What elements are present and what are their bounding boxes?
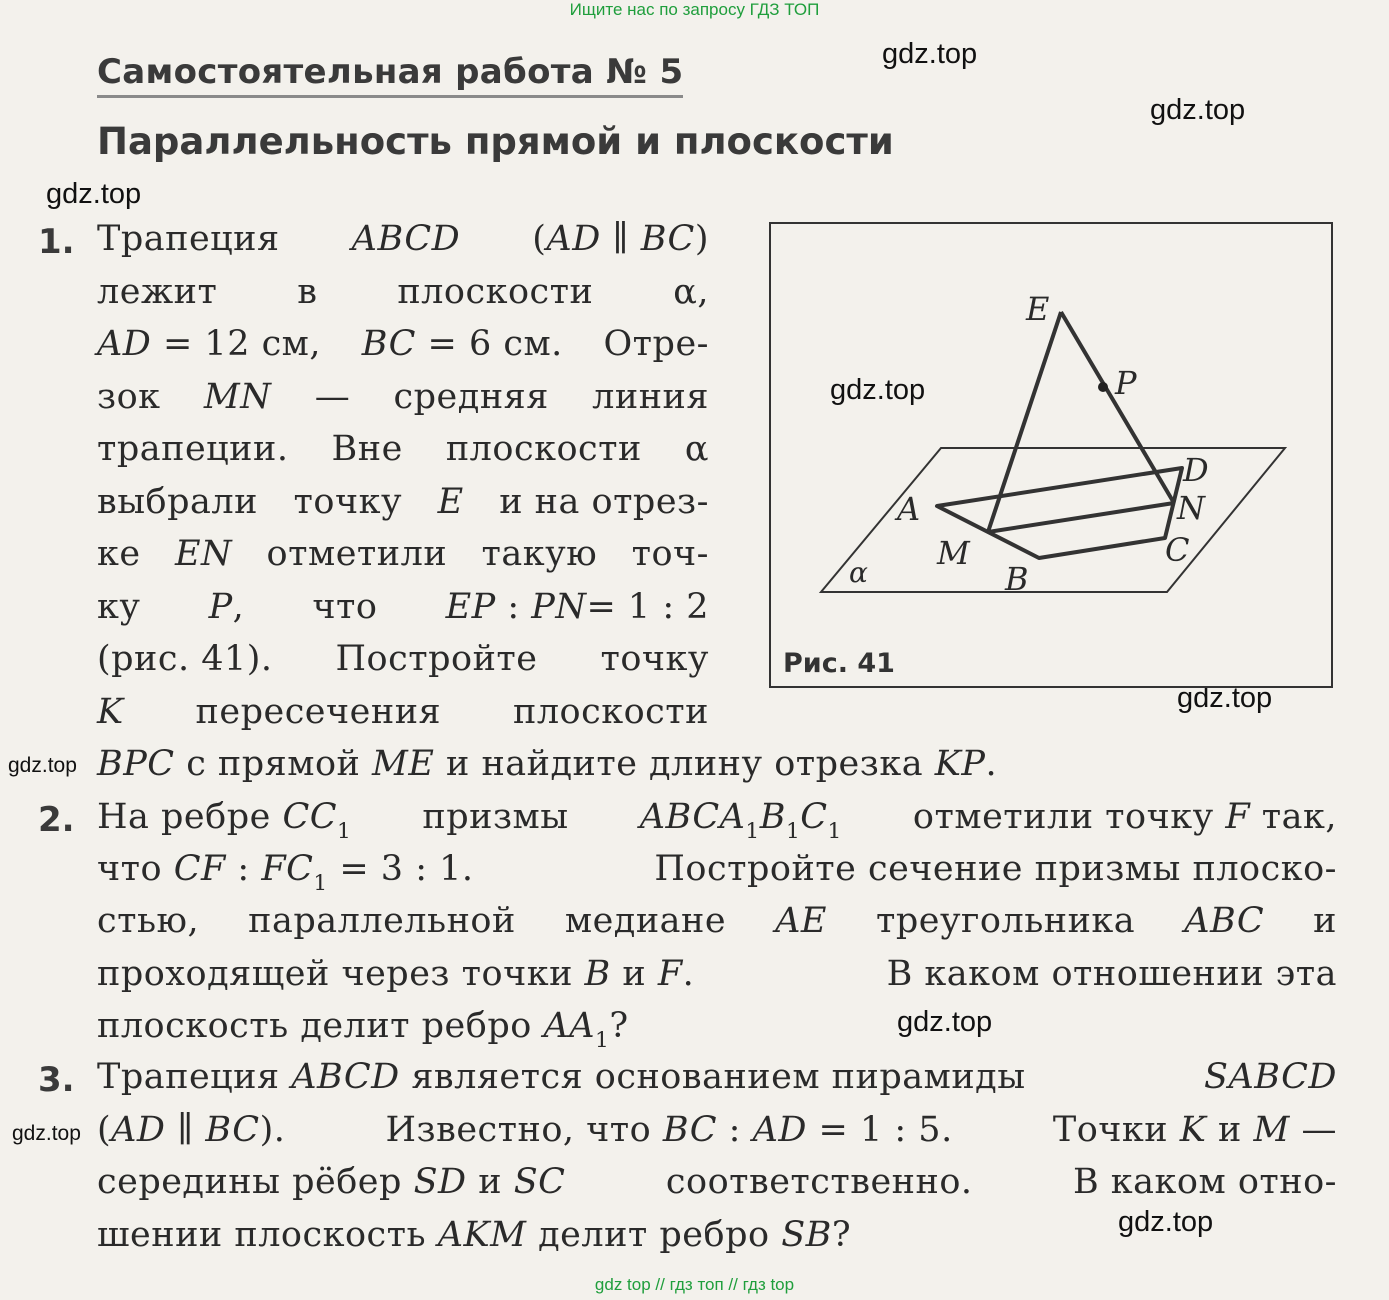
problem-1-line: ку P, что EP : PN= 1 : 2	[97, 587, 709, 627]
label-alpha: α	[849, 556, 868, 589]
label-p: P	[1115, 364, 1137, 402]
segment-em	[988, 312, 1061, 532]
segment-en	[1061, 312, 1174, 503]
watermark: gdz.top	[882, 38, 978, 70]
page-title: Самостоятельная работа № 5	[97, 52, 683, 92]
problem-1-line: AD = 12 см, BC = 6 см. Отре-	[97, 324, 709, 364]
problem-number: 2.	[38, 800, 75, 840]
top-banner[interactable]: Ищите нас по запросу ГДЗ ТОП	[569, 0, 820, 19]
footer-links[interactable]: gdz top // гдз топ // гдз top	[594, 1275, 795, 1294]
problem-2-line: На ребре $CC_1$ призмы $ABCA_1B_1C_1$ отметили точку F так,	[97, 797, 1337, 844]
watermark: gdz.top	[1118, 1206, 1214, 1238]
label-e: E	[1026, 290, 1050, 328]
label-c: C	[1165, 531, 1190, 569]
problem-1-line: выбрали точку E и на отрез-	[97, 482, 709, 522]
figure-caption: Рис. 41	[783, 648, 895, 679]
problem-2-line: плоскость делит ребро $AA_1$?	[97, 1006, 629, 1053]
problem-1-line: зок MN — средняя линия	[97, 377, 709, 417]
problem-1-line: Трапеция ABCD (AD ∥ BC)	[97, 219, 709, 259]
watermark: gdz.top	[897, 1006, 993, 1038]
watermark: gdz.top	[1177, 682, 1273, 714]
label-a: A	[897, 490, 921, 528]
problem-1-line: BPC с прямой ME и найдите длину отрезка KP.	[97, 744, 998, 784]
page-subtitle: Параллельность прямой и плоскости	[97, 120, 894, 163]
problem-1-line: K пересечения плоскости	[97, 692, 709, 732]
problem-2-line: стью, параллельной медиане AE треугольника ABC и	[97, 901, 1337, 941]
watermark: gdz.top	[830, 374, 926, 406]
figure-41-diagram	[769, 222, 1333, 688]
problem-1-line: трапеции. Вне плоскости α	[97, 429, 709, 469]
problem-3-line: шении плоскость AKM делит ребро SB?	[97, 1215, 852, 1255]
watermark: gdz.top	[1150, 94, 1246, 126]
problem-3-line: середины рёбер SD и SC соответственно. В каком отно-	[97, 1162, 1337, 1202]
label-m: M	[937, 534, 970, 572]
problem-2-line: что CF : $FC_1 = 3$ : 1. Постройте сечение призмы плоско-	[97, 849, 1337, 896]
point-p	[1098, 382, 1108, 392]
problem-2-line: проходящей через точки B и F. В каком отношении эта	[97, 954, 1337, 994]
midline-mn	[988, 503, 1174, 532]
problem-number: 3.	[38, 1060, 75, 1100]
watermark: gdz.top	[12, 1122, 81, 1145]
problem-3-line: Трапеция ABCD является основанием пирамиды SABCD	[97, 1057, 1337, 1097]
problem-3-line: (AD ∥ BC). Известно, что BC : AD = 1 : 5. Точки K и M —	[97, 1110, 1337, 1150]
watermark: gdz.top	[8, 754, 77, 777]
problem-1-line: ке EN отметили такую точ-	[97, 534, 709, 574]
label-b: B	[1005, 560, 1029, 598]
problem-1-line: (рис. 41). Постройте точку	[97, 639, 709, 679]
label-d: D	[1183, 451, 1209, 489]
problem-number: 1.	[38, 222, 75, 262]
label-n: N	[1177, 489, 1205, 527]
trapezoid-abcd	[937, 468, 1182, 558]
watermark: gdz.top	[46, 178, 142, 210]
problem-1-line: лежит в плоскости α,	[97, 272, 709, 312]
